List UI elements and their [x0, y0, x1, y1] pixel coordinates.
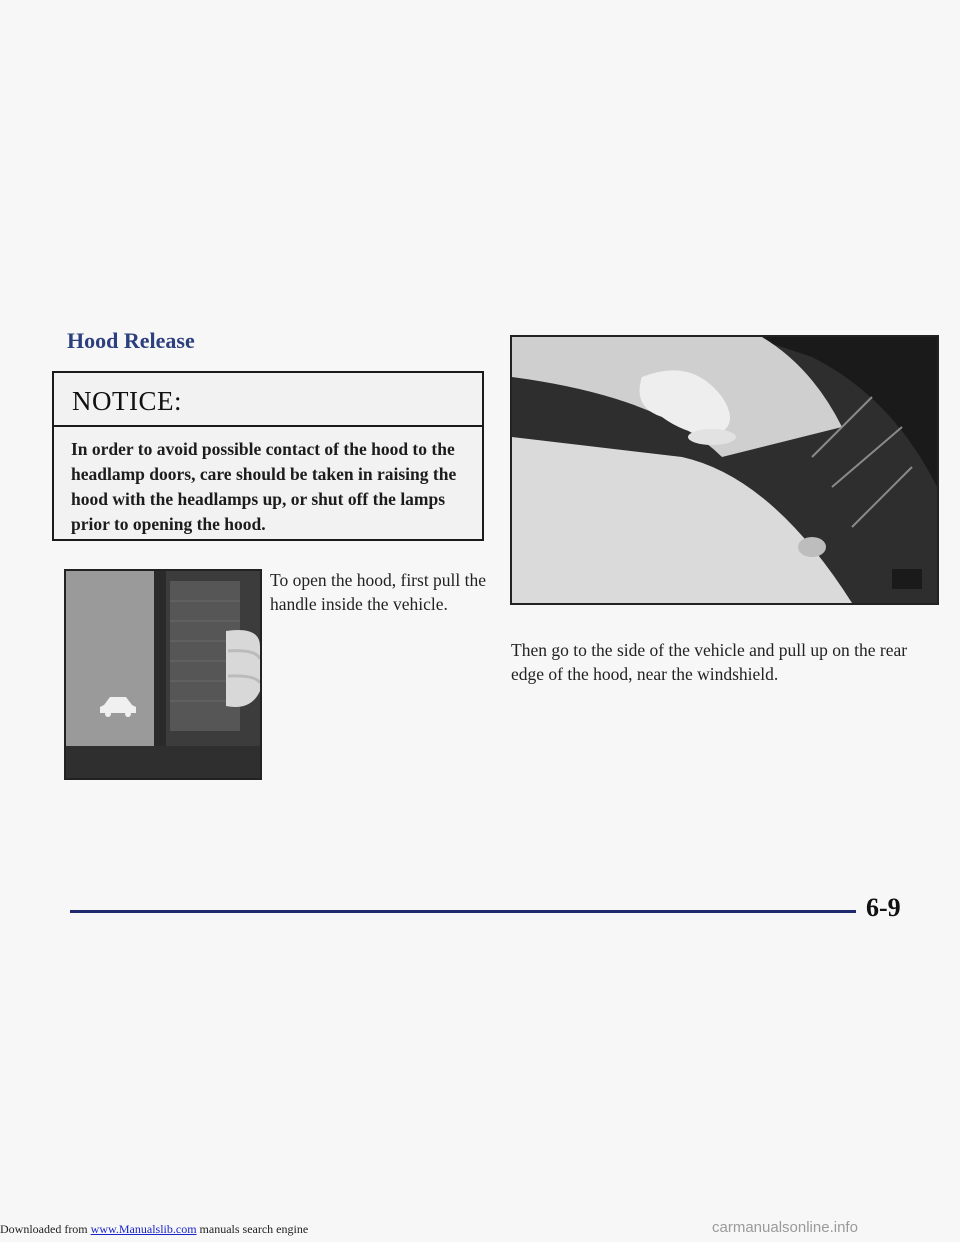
notice-body: In order to avoid possible contact of the hood to the headlamp doors, care should be taken in raising the hood with the headlamps up, or shut off the lamps prior to opening the hood.	[71, 439, 457, 534]
footer-prefix: Downloaded from	[0, 1222, 88, 1236]
hood-release-handle-photo	[64, 569, 262, 780]
hood-edge-photo	[510, 335, 939, 605]
page-number: 6-9	[866, 893, 901, 922]
manualslib-link[interactable]: www.Manualslib.com	[90, 1222, 197, 1236]
notice-box	[52, 371, 484, 541]
notice-title: NOTICE:	[54, 373, 482, 427]
footer-suffix: manuals search engine	[199, 1222, 309, 1236]
site-watermark: carmanualsonline.info	[712, 1219, 858, 1236]
section-heading: Hood Release	[67, 328, 195, 353]
step-second-text: Then go to the side of the vehicle and pull up on the rear edge of the hood, near the windshield.	[511, 640, 908, 684]
footer-rule	[70, 910, 856, 913]
step-first-text: To open the hood, first pull the handle inside the vehicle.	[270, 570, 487, 614]
